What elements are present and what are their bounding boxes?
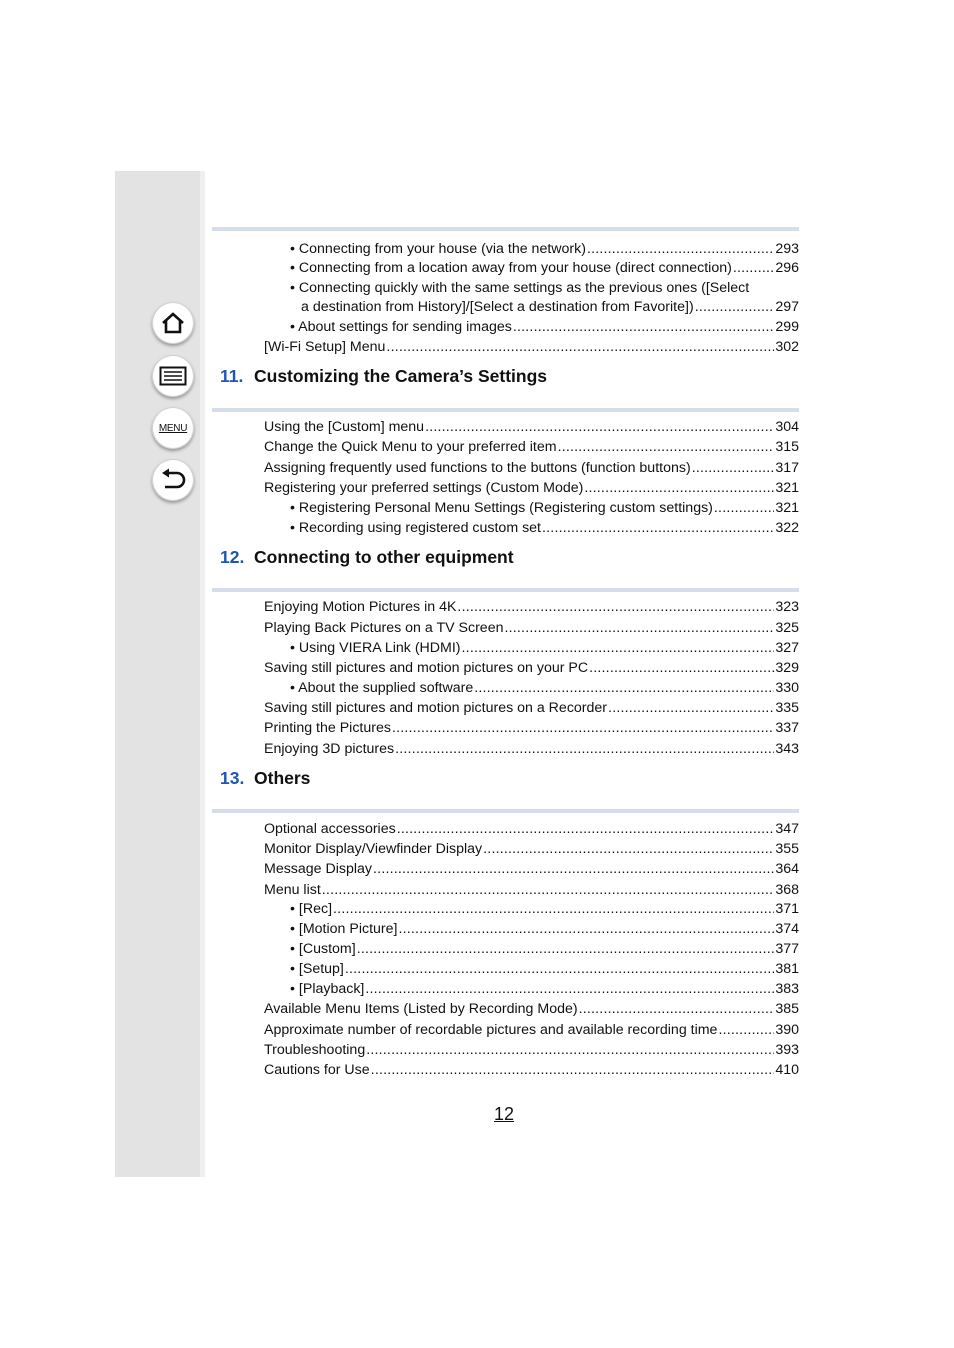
entry-title: • [Custom] xyxy=(290,941,356,957)
page-number: 12 xyxy=(494,1104,515,1124)
entry-title: Optional accessories xyxy=(264,821,396,837)
home-button[interactable] xyxy=(152,302,194,344)
entry-title: • About the supplied software xyxy=(290,680,474,696)
entry-title: a destination from History]/[Select a destination from Favorite]) xyxy=(301,299,694,315)
dot-leader xyxy=(392,718,774,738)
entry-page: 393 xyxy=(775,1042,799,1058)
toc-entry[interactable] xyxy=(264,698,799,718)
toc-entry[interactable] xyxy=(264,337,799,357)
entry-page: 321 xyxy=(775,500,799,516)
entry-page: 337 xyxy=(775,720,799,736)
entry-title: Registering your preferred settings (Custom Mode) xyxy=(264,480,584,496)
dot-leader xyxy=(474,678,774,698)
toc-entry[interactable] xyxy=(290,638,799,658)
divider-rule xyxy=(212,809,799,813)
section-number: 11. xyxy=(220,366,244,386)
dot-leader xyxy=(714,498,774,518)
entry-title: • Recording using registered custom set xyxy=(290,520,542,536)
entry-page: 355 xyxy=(775,841,799,857)
entry-title: • [Motion Picture] xyxy=(290,921,398,937)
toc-entry[interactable] xyxy=(264,739,799,759)
entry-title: Troubleshooting xyxy=(264,1042,366,1058)
entry-page: 315 xyxy=(775,439,799,455)
entry-title: Using the [Custom] menu xyxy=(264,419,425,435)
entry-page: 330 xyxy=(775,680,799,696)
dot-leader xyxy=(457,597,774,617)
entry-title: Cautions for Use xyxy=(264,1062,370,1078)
toc-entry[interactable] xyxy=(264,880,799,900)
toc-entry[interactable] xyxy=(290,939,799,959)
dot-leader xyxy=(398,919,774,939)
entry-page: 381 xyxy=(775,961,799,977)
toc-entry[interactable] xyxy=(264,819,799,839)
toc-entry[interactable] xyxy=(264,658,799,678)
section-title[interactable]: Others xyxy=(254,768,311,788)
dot-leader xyxy=(513,317,774,337)
dot-leader xyxy=(733,258,774,278)
toc-entry[interactable] xyxy=(290,498,799,518)
dot-leader xyxy=(357,939,775,959)
toc-entry[interactable] xyxy=(264,437,799,457)
divider-rule xyxy=(212,588,799,592)
toc-entry[interactable] xyxy=(290,959,799,979)
dot-leader xyxy=(345,959,774,979)
toc-entry[interactable] xyxy=(264,478,799,498)
entry-page: 368 xyxy=(775,882,799,898)
toc-entry[interactable] xyxy=(290,899,799,919)
entry-page: 296 xyxy=(775,260,799,276)
entry-page: 293 xyxy=(775,241,799,257)
dot-leader xyxy=(371,1060,775,1080)
dot-leader xyxy=(333,899,774,919)
entry-title: Assigning frequently used functions to the buttons (function buttons) xyxy=(264,460,691,476)
section-number: 12. xyxy=(220,547,245,567)
toc-entry[interactable] xyxy=(264,597,799,617)
dot-leader xyxy=(366,1040,774,1060)
menu-label: MENU xyxy=(158,422,188,434)
menu-button[interactable] xyxy=(152,407,194,449)
entry-title: Playing Back Pictures on a TV Screen xyxy=(264,620,504,636)
entry-page: 323 xyxy=(775,599,799,615)
entry-title: Enjoying 3D pictures xyxy=(264,741,395,757)
entry-title: Monitor Display/Viewfinder Display xyxy=(264,841,483,857)
entry-page: 321 xyxy=(775,480,799,496)
dot-leader xyxy=(579,999,775,1019)
list-icon xyxy=(159,366,187,386)
entry-title: Message Display xyxy=(264,861,373,877)
entry-page: 317 xyxy=(775,460,799,476)
dot-leader xyxy=(718,1020,774,1040)
entry-page: 327 xyxy=(775,640,799,656)
divider-rule xyxy=(212,408,799,412)
dot-leader xyxy=(365,979,774,999)
toc-entry[interactable] xyxy=(290,258,799,278)
entry-page: 329 xyxy=(775,660,799,676)
entry-page: 374 xyxy=(775,921,799,937)
entry-page: 299 xyxy=(775,319,799,335)
toc-entry[interactable] xyxy=(290,678,799,698)
entry-page: 325 xyxy=(775,620,799,636)
dot-leader xyxy=(322,880,775,900)
entry-title: Menu list xyxy=(264,882,321,898)
entry-title: • [Playback] xyxy=(290,981,365,997)
entry-title: • Connecting from a location away from your house (direct connection) xyxy=(290,260,732,276)
dot-leader xyxy=(483,839,774,859)
entry-title: [Wi-Fi Setup] Menu xyxy=(264,339,386,355)
toc-entry[interactable] xyxy=(264,1060,799,1080)
toc-entry[interactable] xyxy=(290,919,799,939)
dot-leader xyxy=(373,859,774,879)
entry-title: • About settings for sending images xyxy=(290,319,512,335)
entry-page: 322 xyxy=(775,520,799,536)
sidebar-edge xyxy=(200,171,205,1177)
entry-page: 304 xyxy=(775,419,799,435)
dot-leader xyxy=(608,698,774,718)
dot-leader xyxy=(462,638,775,658)
divider-rule xyxy=(212,227,799,231)
toc-entry[interactable] xyxy=(264,1020,799,1040)
entry-page: 385 xyxy=(775,1001,799,1017)
toc-entry[interactable] xyxy=(264,458,799,478)
dot-leader xyxy=(395,739,774,759)
dot-leader xyxy=(397,819,775,839)
entry-page: 343 xyxy=(775,741,799,757)
entry-page: 335 xyxy=(775,700,799,716)
toc-entry[interactable] xyxy=(264,859,799,879)
entry-title: • [Setup] xyxy=(290,961,344,977)
entry-title: • Connecting from your house (via the network) xyxy=(290,241,586,257)
dot-leader xyxy=(692,458,775,478)
entry-page: 347 xyxy=(775,821,799,837)
dot-leader xyxy=(425,417,774,437)
entry-page: 383 xyxy=(775,981,799,997)
toc-entry[interactable] xyxy=(264,417,799,437)
entry-title: • [Rec] xyxy=(290,901,333,917)
toc-entry[interactable] xyxy=(264,839,799,859)
dot-leader xyxy=(584,478,774,498)
entry-title: Approximate number of recordable pictures and available recording time xyxy=(264,1022,718,1038)
entry-title: • Registering Personal Menu Settings (Registering custom settings) xyxy=(290,500,713,516)
entry-page: 364 xyxy=(775,861,799,877)
toc-entry[interactable] xyxy=(264,718,799,738)
dot-leader xyxy=(695,297,775,317)
entry-page: 377 xyxy=(775,941,799,957)
entry-title: • Using VIERA Link (HDMI) xyxy=(290,640,461,656)
entry-title: Enjoying Motion Pictures in 4K xyxy=(264,599,457,615)
entry-title-line1[interactable]: • Connecting quickly with the same settings as the previous ones ([Select xyxy=(290,280,750,296)
section-number: 13. xyxy=(220,768,245,788)
toc-entry[interactable] xyxy=(301,297,799,317)
entry-title: Saving still pictures and motion pictures on a Recorder xyxy=(264,700,608,716)
entry-page: 390 xyxy=(775,1022,799,1038)
toc-entry[interactable] xyxy=(264,618,799,638)
toc-entry[interactable] xyxy=(290,979,799,999)
entry-title: Saving still pictures and motion pictures on your PC xyxy=(264,660,589,676)
entry-page: 302 xyxy=(775,339,799,355)
toc-entry[interactable] xyxy=(290,518,799,538)
entry-page: 371 xyxy=(775,901,799,917)
entry-title: Change the Quick Menu to your preferred item xyxy=(264,439,557,455)
dot-leader xyxy=(542,518,774,538)
dot-leader xyxy=(558,437,775,457)
section-title[interactable]: Customizing the Camera’s Settings xyxy=(254,366,548,386)
contents-button[interactable] xyxy=(152,355,194,397)
toc-entry[interactable] xyxy=(264,999,799,1019)
section-title[interactable]: Connecting to other equipment xyxy=(254,547,514,567)
toc-entry[interactable] xyxy=(290,239,799,259)
back-button[interactable] xyxy=(152,459,194,501)
entry-title: Available Menu Items (Listed by Recording Mode) xyxy=(264,1001,578,1017)
dot-leader xyxy=(587,239,774,259)
back-arrow-icon xyxy=(159,468,187,492)
entry-page: 297 xyxy=(775,299,799,315)
entry-title: Printing the Pictures xyxy=(264,720,391,736)
dot-leader xyxy=(589,658,774,678)
dot-leader xyxy=(504,618,774,638)
toc-entry[interactable] xyxy=(264,1040,799,1060)
dot-leader xyxy=(386,337,774,357)
entry-page: 410 xyxy=(775,1062,799,1078)
home-icon xyxy=(160,311,186,335)
toc-entry[interactable] xyxy=(290,317,799,337)
